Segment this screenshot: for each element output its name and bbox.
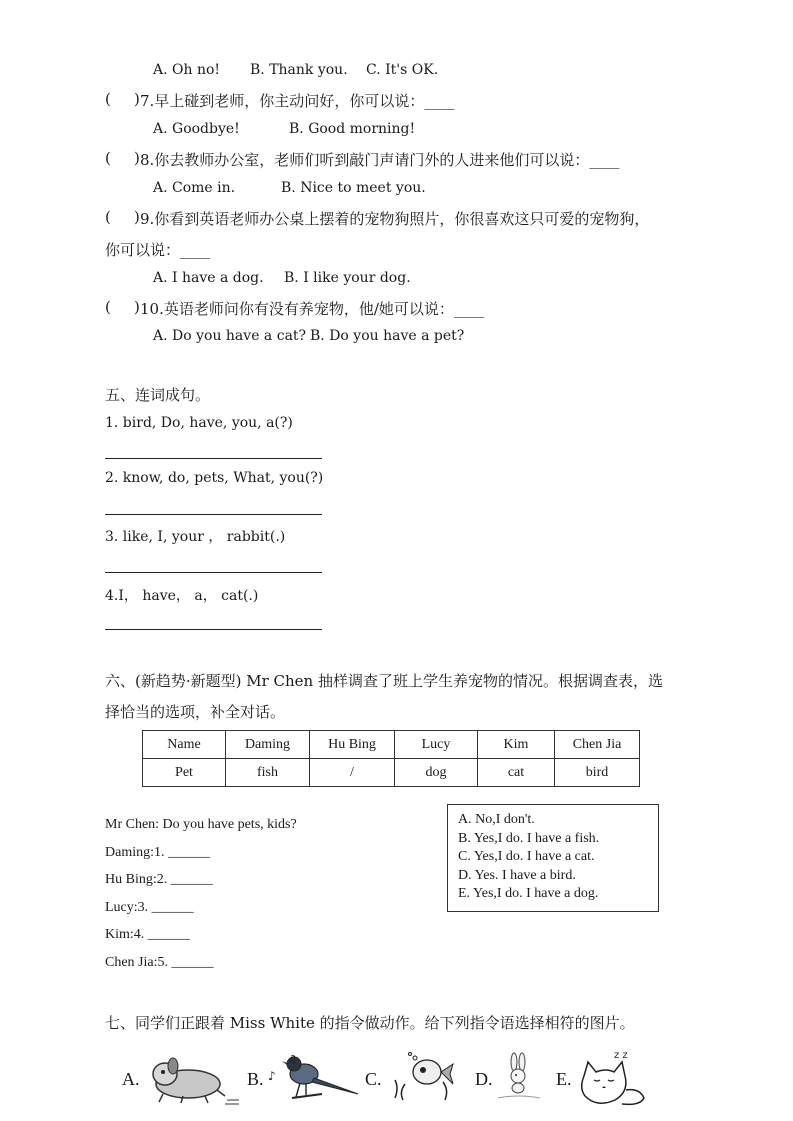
table-cell: Daming [226,731,310,759]
q9-option-b: B. I like your dog. [284,270,411,286]
dialogue-line-chen-jia[interactable]: Chen Jia:5. ______ [105,955,214,970]
sentence-3-words: 3. like, I, your ， rabbit(.) [105,529,286,545]
q6-option-c: C. It's OK. [366,62,439,78]
answer-choices-box [447,804,659,912]
q8-paren-close: ) [134,149,140,167]
q10-option-a: A. Do you have a cat? [153,328,307,344]
q8-option-b: B. Nice to meet you. [281,180,426,196]
q7-option-b: B. Good morning! [289,121,416,137]
picture-e-letter: E. [556,1069,572,1089]
table-cell: / [310,759,395,787]
table-cell: fish [226,759,310,787]
q9-option-a: A. I have a dog. [153,270,264,286]
sentence-4-words: 4.I， have， a， cat(.) [105,588,259,604]
choice-e: E. Yes,I do. I have a dog. [458,886,599,901]
table-cell: Chen Jia [555,731,640,759]
table-cell: Kim [478,731,555,759]
q8-option-a: A. Come in. [153,180,236,196]
q6-option-a: A. Oh no! [153,62,221,78]
q6-option-b: B. Thank you. [250,62,348,78]
picture-c-letter: C. [365,1069,382,1089]
table-cell: Lucy [395,731,478,759]
q9-text-continued: 你可以说：____ [105,241,211,259]
section7-title: 七、同学们正跟着 Miss White 的指令做动作。给下列指令语选择相符的图片。 [105,1014,635,1032]
cat-icon[interactable] [578,1046,652,1108]
dialogue-line-lucy[interactable]: Lucy:3. ______ [105,900,194,915]
svg-text:♫: ♫ [288,1054,297,1065]
rabbit-icon[interactable] [494,1052,544,1104]
section5-title: 五、连词成句。 [105,386,211,404]
table-cell: bird [555,759,640,787]
answer-line-4[interactable] [105,629,322,630]
table-cell: cat [478,759,555,787]
table-cell: Name [143,731,226,759]
q10-paren-close: ) [134,298,140,316]
q7-text: 7.早上碰到老师，你主动问好，你可以说：____ [140,92,455,110]
q9-text: 9.你看到英语老师办公桌上摆着的宠物狗照片，你很喜欢这只可爱的宠物狗， [140,210,650,228]
choice-d: D. Yes. I have a bird. [458,867,576,883]
q9-paren-close: ) [134,208,140,226]
fish-icon[interactable] [385,1050,465,1108]
q7-paren-open: ( [105,90,111,108]
q9-paren-open: ( [105,208,111,226]
choice-a: A. No,I don't. [458,812,535,827]
table-cell: Hu Bing [310,731,395,759]
q8-text: 8.你去教师办公室，老师们听到敲门声请门外的人进来他们可以说：____ [140,151,620,169]
q8-paren-open: ( [105,149,111,167]
dialogue-line-daming[interactable]: Daming:1. ______ [105,845,210,860]
answer-line-1[interactable] [105,458,322,459]
q10-text: 10.英语老师问你有没有养宠物，他/她可以说：____ [140,300,484,318]
bird-icon[interactable] [266,1050,361,1108]
dialogue-line-mr-chen: Mr Chen: Do you have pets, kids? [105,817,297,832]
answer-line-2[interactable] [105,514,322,515]
choice-c: C. Yes,I do. I have a cat. [458,849,595,864]
dog-icon[interactable] [143,1056,243,1106]
dialogue-line-hu-bing[interactable]: Hu Bing:2. ______ [105,872,213,887]
table-cell: dog [395,759,478,787]
section6-title-line2: 择恰当的选项，补全对话。 [105,703,286,721]
svg-text:z z: z z [614,1050,628,1061]
table-row-header [143,731,640,759]
picture-b-letter: B. [247,1069,264,1089]
table-cell: Pet [143,759,226,787]
q7-option-a: A. Goodbye! [153,121,240,137]
q7-paren-close: ) [134,90,140,108]
section6-title-line1: 六、(新趋势·新题型) Mr Chen 抽样调查了班上学生养宠物的情况。根据调查表，选 [105,672,663,690]
sentence-1-words: 1. bird, Do, have, you, a(?) [105,415,293,431]
pet-survey-table [142,730,640,787]
q10-paren-open: ( [105,298,111,316]
answer-line-3[interactable] [105,572,322,573]
picture-a-letter: A. [122,1069,140,1089]
sentence-2-words: 2. know, do, pets, What, you(?) [105,470,324,486]
dialogue-line-kim[interactable]: Kim:4. ______ [105,927,190,942]
table-row-pets [143,759,640,787]
svg-text:♪: ♪ [268,1069,276,1083]
picture-d-letter: D. [475,1069,493,1089]
choice-b: B. Yes,I do. I have a fish. [458,830,600,846]
q10-option-b: B. Do you have a pet? [310,328,465,344]
